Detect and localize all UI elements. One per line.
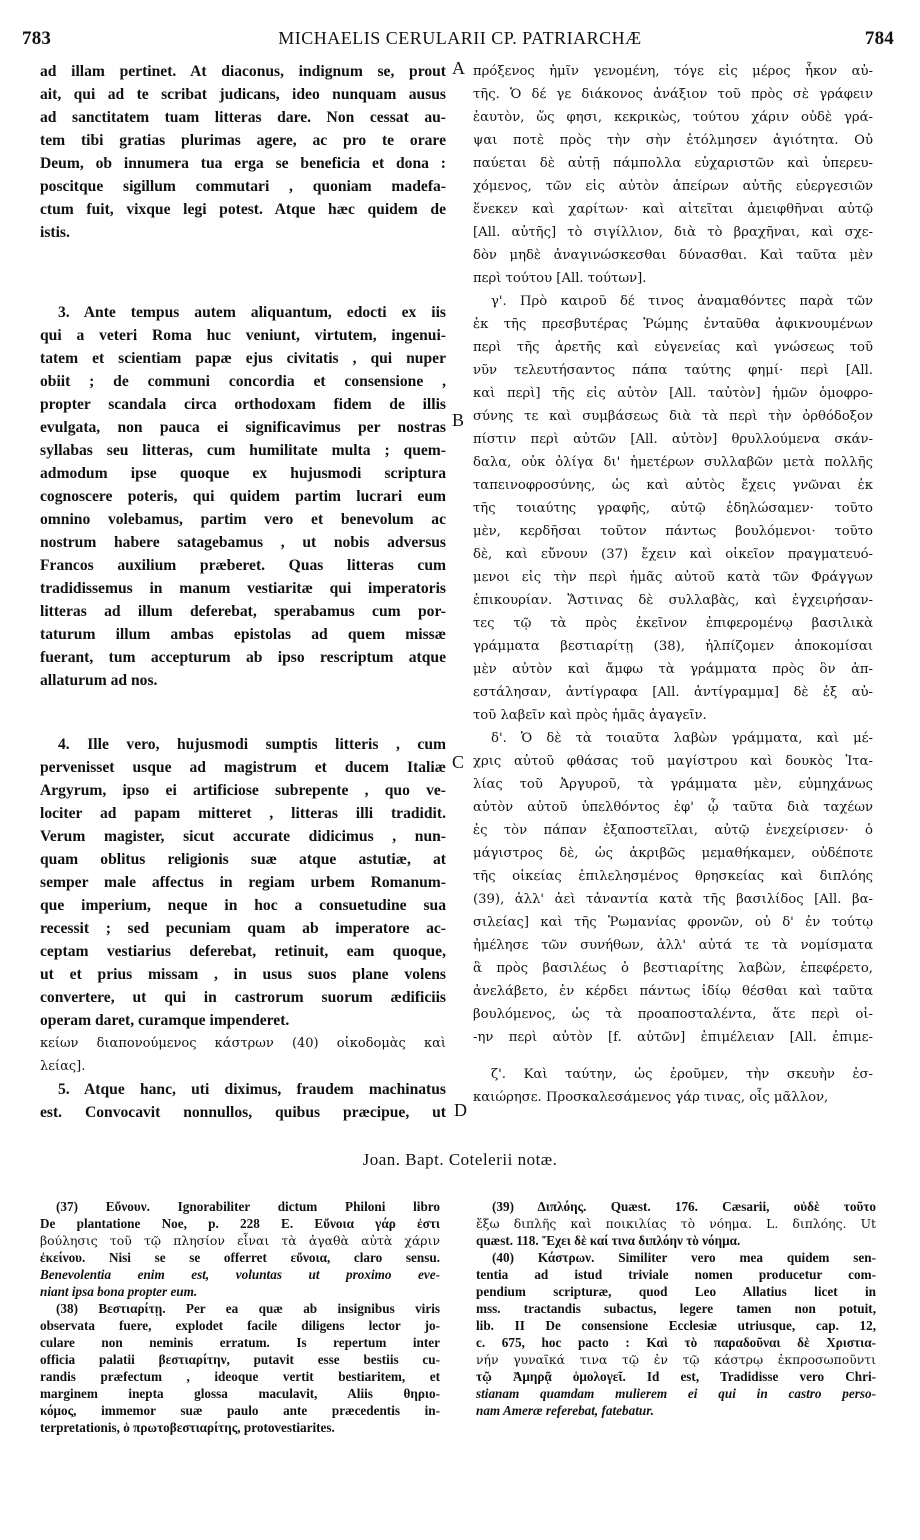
latin-line: tem tibi gratias plurimas agere, ac pro te orare [40, 132, 446, 149]
greek-line: πρόξενος ἡμῖν γενομένη, τόγε εἰς μέρος ἧκον αὐ- [473, 64, 873, 79]
margin-letter-a: A [452, 58, 465, 78]
greek-line: ἐκ τῆς πρεσβυτέρας Ῥώμης ἐνταῦθα ἀφικνουμένων [473, 317, 873, 332]
greek-line: μὲν, κερδῆσαι τοῦτον πάντως βουλόμενοι· τοῦτο [473, 524, 873, 539]
greek-line: δὸν μηδὲ ἀναγινώσκεσθαι δύνασθαι. Καὶ ταῦτα μὲν [473, 248, 873, 263]
greek-line: καιώρησε. Προσκαλεσάμενος γάρ τινας, οἷς μᾶλλον, [473, 1090, 829, 1105]
greek-line: τες τῷ τὰ πρὸς ἐκεῖνον ἐπιφερομένῳ βασιλικὰ [473, 616, 873, 631]
greek-line: μενοι εἰς τὴν περὶ ἡμᾶς αὐτοῦ κατὰ τῶν Φράγγων [473, 570, 873, 585]
footnote-line: De plantatione Noe, p. 228 E. Εὔνοια γάρ ἐστι [40, 1216, 440, 1231]
greek-line: τοῦ λαβεῖν καὶ πρὸς ἡμᾶς ἀγαγεῖν. [473, 708, 707, 723]
greek-paragraph-4-start: δ'. Ὁ δὲ τὰ τοιαῦτα λαβὼν γράμματα, καὶ μέ- [491, 731, 873, 746]
greek-line: τῆς οἰκείας ἐπιλελησμένος θρησκείας καὶ διπλόης [473, 869, 873, 884]
latin-line: operam daret, curamque impenderet. [40, 1012, 290, 1029]
footnote-line: tentia ad istud triviale nomen producetur com- [476, 1267, 876, 1282]
greek-line: ἑαυτὸν, ὥς φησι, κεκρικὼς, τούτου χάριν οὐδὲ γρά- [473, 110, 873, 125]
latin-paragraph-3-start: 3. Ante tempus autem aliquantum, edocti ex iis [58, 304, 446, 321]
footnote-line: terpretationis, ὁ πρωτοβεστιαρίτης, protovestiarites. [40, 1420, 335, 1435]
footnote-line: ἔξω διπλῆς καὶ ποικιλίας τὸ νόημα. L. διπλόης. Ut [476, 1216, 876, 1231]
greek-line: παύεται δὲ αὐτῇ πάμπολλα εὐχαριστῶν καὶ ὑπερευ- [473, 156, 873, 171]
footnote-line: pendium scripturæ, quod Leo Allatius licet in [476, 1284, 876, 1299]
latin-line: ceptam vestiarius deferebat, retinuit, eam quoque, [40, 943, 446, 960]
greek-line: (39), ἀλλ' ἀεὶ τἀναντία κατὰ τῆς βασιλίδος [All. βα- [473, 892, 873, 907]
greek-line: -ην περὶ αὐτὸν [f. αὐτῶν] ἐπιμέλειαν [All. ἐπιμε- [473, 1030, 873, 1045]
latin-line: qui a veteri Roma huc veniunt, virtutem, ingenui- [40, 327, 446, 344]
greek-line: μὲν αὐτὸν καὶ ἄμφω τὰ γράμματα πρὸς ὃν ἀπ- [473, 662, 873, 677]
footnote-line: observata fuere, explodet facile diligens lector jo- [40, 1318, 440, 1333]
greek-paragraph-7-start: ζ'. Καὶ ταύτην, ὡς ἐροῦμεν, τὴν σκευὴν ἐσ- [491, 1067, 873, 1082]
latin-column [40, 60, 446, 1124]
latin-line: pervenisset usque ad magistrum et ducem Italiæ [40, 759, 446, 776]
greek-line: περὶ τούτου [All. τούτων]. [473, 271, 647, 286]
greek-line: δὲ, καὶ εὔνουν (37) ἔχειν καὶ οἰκεῖον πραγματευό- [473, 547, 873, 562]
greek-line: σύνης τε καὶ συμβάσεως διὰ τὰ περὶ τὴν ὀρθόδοξον [473, 409, 873, 424]
notes-heading: Joan. Bapt. Cotelerii notæ. [362, 1150, 558, 1169]
footnote-line: ἐκείνου. Nisi se se offerret εὔνοια, claro sensu. [40, 1250, 440, 1265]
latin-line: semper male affectus in regiam urbem Romanum- [40, 874, 446, 891]
greek-line: [All. αὐτῆς] τὸ σιγίλλιον, διὰ τὸ βραχῆναι, καὶ σχε- [473, 225, 873, 240]
latin-paragraph-4-start: 4. Ille vero, hujusmodi sumptis litteris , cum [58, 736, 446, 753]
greek-column [473, 60, 873, 1109]
greek-line: καὶ περὶ] τῆς εἰς αὐτὸν [All. ταὐτὸν] ἡμῶν ὁμοφρο- [473, 386, 873, 401]
greek-line: χόμενος, τῶν εἰς αὐτὸν ἀπείρων αὐτῆς εὐεργεσιῶν [473, 179, 873, 194]
greek-line: δαλα, οὐκ ὀλίγα δι' ἡμετέρων συλλαβῶν μετὰ πολλῆς [473, 455, 873, 470]
greek-line: ἀνελάβετο, ἐν κέρδει πάντως ἰδίῳ θέσθαι καὶ ταῦτα [473, 984, 873, 999]
latin-line: fuerant, tum accepturum ab ipso rescriptum atque [40, 649, 446, 666]
footnote-line: lib. II De consensione Ecclesiæ utriusque, cap. 12, [476, 1318, 876, 1333]
greek-line: τῆς. Ὁ δέ γε διάκονος ἀνάξιον τοῦ πρὸς σὲ γράφειν [473, 87, 873, 102]
greek-overflow-line: λείας]. [40, 1059, 86, 1074]
greek-line: ἐπικουρίαν. Ἅστινας δὲ συλλαβὰς, καὶ ἐγχειρήσαν- [473, 593, 873, 608]
greek-line: εστάλησαν, ἀντίγραφα [All. ἀντίγραμμα] δὲ ἐξ αὐ- [473, 685, 873, 700]
latin-line: propter scandala circa orthodoxam fidem de illis [40, 396, 446, 413]
greek-line: μάγιστρος δὲ, ὡς ἀκριβῶς μεμαθήκαμεν, οὐδέποτε [473, 846, 873, 861]
latin-line: quam oblitus religionis suæ atque astutiæ, at [40, 851, 446, 868]
latin-line: Verum magister, sicut accurate didicimus , nun- [40, 828, 446, 845]
latin-line: recessit ; sed pecuniam quam ab imperatore ac- [40, 920, 446, 937]
footnote-line: stianam quamdam mulierem ei qui in castro perso- [476, 1386, 876, 1401]
footnote-line: τῷ Ἀμηρᾷ ὁμολογεῖ. Id est, Tradidisse vero Chri- [476, 1369, 876, 1384]
greek-line: χρις αὐτοῦ φθάσας τοῦ μαγίστρου καὶ δουκὸς Ἰτα- [473, 754, 873, 769]
greek-paragraph-3-start: γ'. Πρὸ καιροῦ δέ τινος ἀναμαθόντες παρὰ τῶν [491, 294, 873, 309]
latin-line: ctum fuit, vixque legi potest. Atque hæc quidem de [40, 201, 446, 218]
latin-line: obiit ; de communi concordia et consensione , [40, 373, 446, 390]
greek-line: τῆς τοιαύτης γραφῆς, αὐτῷ ἐδηλώσαμεν· τοῦτο [473, 501, 873, 516]
latin-line: Deum, ob innumera tua erga se beneficia et dona : [40, 155, 446, 172]
footnote-37: (37) Εὔνουν. Ignorabiliter dictum Philoni libro [56, 1199, 440, 1214]
footnote-line: c. 675, hoc pacto : Καὶ τὸ παραδοῦναι δὲ Χριστια- [476, 1335, 876, 1350]
latin-line: tradidissemus in manum vestiaritæ qui imperatoris [40, 580, 446, 597]
latin-line: poscitque sigillum commutari , quoniam madefa- [40, 178, 446, 195]
greek-line: ψαι ποτὲ πρὸς τὴν σὴν ἐτόλμησεν ἁγιότητα. Οὐ [473, 133, 873, 148]
page-number-right: 784 [864, 28, 894, 49]
page-number-left: 783 [22, 28, 52, 49]
footnote-line: nam Ameræ referebat, fatebatur. [476, 1403, 654, 1418]
latin-line: est. Convocavit nonnullos, quibus præcipue, ut [40, 1104, 446, 1121]
footnote-line: quæst. 118. Ἔχει δὲ καί τινα διπλόην τὸ νόημα. [476, 1233, 741, 1248]
latin-line: ut et prius missam , in usus suos plane volens [40, 966, 446, 983]
footnote-line: Benevolentia enim est, voluntas ut proximo eve- [40, 1267, 440, 1282]
latin-line: ait, qui ad te scribat judicans, ideo nunquam ausus [40, 86, 446, 103]
latin-line: Argyrum, ipso ei artificiose subrepente , quo ve- [40, 782, 446, 799]
greek-overflow-line: κείων διαπονούμενος κάστρων (40) οἰκοδομὰς καὶ [40, 1036, 446, 1051]
greek-line: ἃ πρὸς βασιλέως ὁ βεστιαρίτης λαβὼν, ἐπεφέρετο, [473, 961, 873, 976]
footnote-line: officia palatii βεστιαρίτην, putavit esse bestiis cu- [40, 1352, 440, 1367]
footnote-39: (39) Διπλόης. Quæst. 176. Cæsarii, οὐδὲ τοῦτο [492, 1199, 876, 1214]
latin-line: evulgata, non pauca ei significavimus per nostras [40, 419, 446, 436]
running-title: MICHAELIS CERULARII CP. PATRIARCHÆ [278, 28, 642, 48]
footnote-38: (38) Βεστιαρίτῃ. Per ea quæ ab insignibus viris [56, 1301, 440, 1316]
greek-line: περὶ τῆς ἀρετῆς καὶ εὐγενείας καὶ γνώσεως τοῦ [473, 340, 873, 355]
footnote-40: (40) Κάστρων. Similiter vero mea quidem sen- [492, 1250, 876, 1265]
greek-line: ταπεινοφροσύνης, ὡς καὶ αὐτὸς ἔχεις γνῶναι ἐκ [473, 478, 873, 493]
greek-line: λίας τοῦ Ἀργυροῦ, τὰ γράμματα μὲν, εὐμηχάνως [473, 777, 873, 792]
latin-paragraph-5-start: 5. Atque hanc, uti diximus, fraudem machinatus [58, 1081, 446, 1098]
footnote-line: randis præfectum , ideoque vertit bestiaritem, et [40, 1369, 440, 1384]
footnote-line: marginem inepta glossa maculavit, Aliis θηριο- [40, 1386, 440, 1401]
latin-line: tatem et scientiam papæ ejus civitatis , qui nuper [40, 350, 446, 367]
greek-line: πίστιν περὶ αὐτῶν [All. αὐτὸν] θρυλλούμενα σκάν- [473, 432, 873, 447]
greek-line: ἐς τὸν πάπαν ἐξαποστεῖλαι, αὐτῷ ἐνεχείρισεν· ὁ [473, 823, 873, 838]
footnote-line: culare non neminis erratum. Is repertum inter [40, 1335, 440, 1350]
latin-line: Francos auxilium præberet. Quas litteras cum [40, 557, 446, 574]
footnotes-left [40, 1198, 440, 1436]
latin-line: syllabas seu litteras, cum humilitate multa ; quem- [40, 442, 446, 459]
latin-line: allaturum ad nos. [40, 672, 158, 689]
latin-line: omnino volebamus, partim vero et benevolum ac [40, 511, 446, 528]
footnote-line: κόμος, immemor suæ paulo ante præcedentis in- [40, 1403, 440, 1418]
footnote-line: mss. tractandis subactus, legere tamen non potuit, [476, 1301, 876, 1316]
greek-line: ἠμέλησε τῶν συνήθων, ἀλλ' αὐτά τε τὰ νομίσματα [473, 938, 873, 953]
footnote-line: niant ipsa bona propter eum. [40, 1284, 198, 1299]
latin-line: istis. [40, 224, 70, 241]
margin-letter-d: D [454, 1100, 467, 1120]
greek-line: ἕνεκεν καὶ χαρίτων· καὶ αἰτεῖται ἀμειφθῆναι αὐτῷ [473, 202, 873, 217]
latin-line: que imperium, neque in hoc a consuetudine sua [40, 897, 446, 914]
footnote-line: βούλησις τοῦ τῷ πλησίον εἶναι τὰ ἀγαθὰ αὐτὰ χάριν [40, 1233, 440, 1248]
greek-line: αὐτὸν αὐτοῦ ὑπελθόντος ἐφ' ᾧ ταῦτα διὰ ταχέων [473, 800, 873, 815]
latin-line: admodum ipse quoque ex hujusmodi scriptura [40, 465, 446, 482]
latin-line: cognoscere poteris, qui quidem partim lucrari eum [40, 488, 446, 505]
margin-letter-c: C [452, 752, 465, 772]
latin-line: ad sanctitatem tuam litteras dare. Non cessat au- [40, 109, 446, 126]
margin-letter-b: B [452, 410, 465, 430]
latin-line: lociter ad papam mitteret , litteras illi tradidit. [40, 805, 446, 822]
latin-line: convertere, ut qui in castrorum suorum ædificiis [40, 989, 446, 1006]
greek-line: γράμματα βεστιαρίτῃ (38), ἠλπίζομεν ἀποκομίσαι [473, 639, 873, 654]
latin-line: taturum illum ambas epistolas ad quem missæ [40, 626, 446, 643]
footnote-line: νήν γυναῖκά τινα τῷ ἐν τῷ κάστρῳ ἐκπροσωποῦντι [476, 1352, 876, 1367]
greek-line: νῦν τελευτήσαντος πάπα ταύτης φημί· περὶ [All. [473, 363, 873, 378]
latin-line: nostrum habere satagebamus , ut nobis adversus [40, 534, 446, 551]
greek-line: βουλόμενος, ὡς τὰ προαποσταλέντα, ἅτε περὶ οἰ- [473, 1007, 873, 1022]
latin-line: ad illam pertinet. At diaconus, indignum se, prout [40, 63, 446, 80]
greek-line: σιλείας] καὶ τῆς Ῥωμανίας φρονῶν, οὐ δ' ἐν τούτῳ [473, 915, 873, 930]
footnotes-right [476, 1198, 876, 1419]
latin-line: litteras ad illum deferebat, sperabamus cum por- [40, 603, 446, 620]
